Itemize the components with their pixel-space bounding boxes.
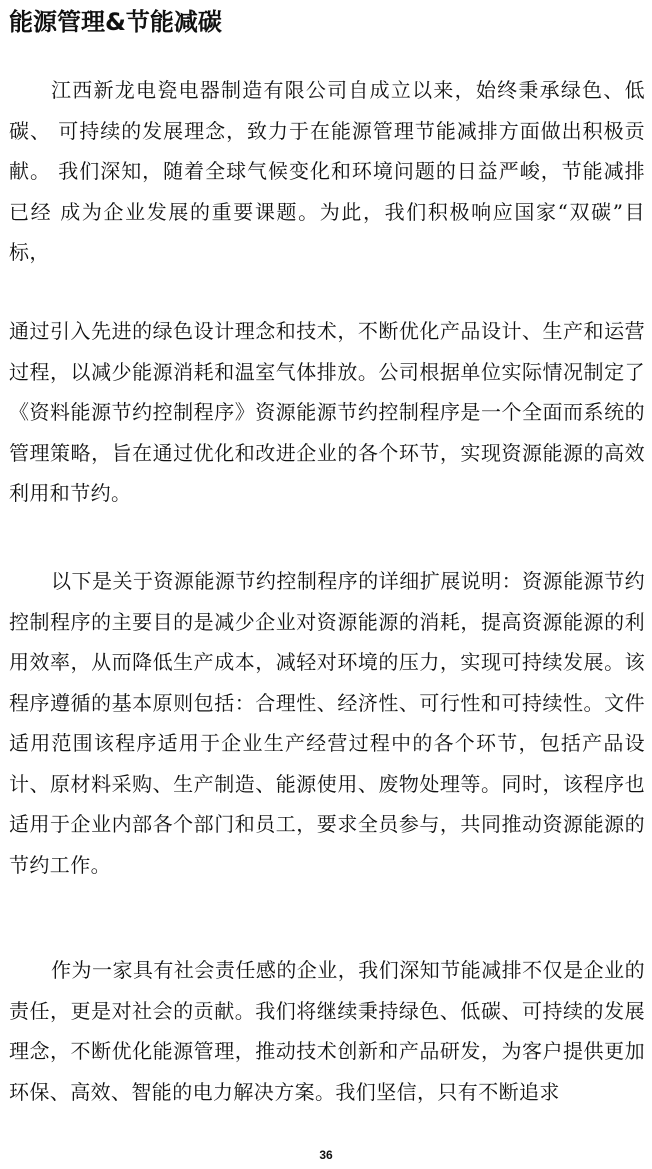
- page-title: 能源管理&节能减碳: [9, 8, 222, 36]
- paragraph-4: 作为一家具有社会责任感的企业，我们深知节能减排不仅是企业的责任，更是对社会的贡献。我们将继续秉持绿色、低碳、可持续的发展理念，不断优化能源管理，推动技术创新和产品研发，为客户提供更加环保、高效、智能的电力解决方案。我们坚信，只有不断追求: [9, 958, 645, 1104]
- paragraph-3: 以下是关于资源能源节约控制程序的详细扩展说明：资源能源节约控制程序的主要目的是减少企业对资源能源的消耗，提高资源能源的利用效率，从而降低生产成本，减轻对环境的压力，实现可持续发展。该程序遵循的基本原则包括：合理性、经济性、可行性和可持续性。文件适用范围该程序适用于企业生产经营过程中的各个环节，包括产品设计、原材料采购、生产制造、能源使用、废物处理等。同时，该程序也适用于企业内部各个部门和员工，要求全员参与，共同推动资源能源的节约工作。: [9, 569, 645, 877]
- page-number: 36: [319, 1148, 333, 1162]
- paragraph-1: 江西新龙电瓷电器制造有限公司自成立以来，始终秉承绿色、低碳、 可持续的发展理念，致力于在能源管理节能减排方面做出积极贡献。 我们深知，随着全球气候变化和环境问题的日益严峻，节能减排已经 成为企业发展的重要课题。为此，我们积极响应国家“双碳”目标，: [9, 78, 645, 264]
- paragraph-2: 通过引入先进的绿色设计理念和技术，不断优化产品设计、生产和运营过程，以减少能源消耗和温室气体排放。公司根据单位实际情况制定了《资料能源节约控制程序》资源能源节约控制程序是一个全面而系统的管理策略，旨在通过优化和改进企业的各个环节，实现资源能源的高效利用和节约。: [9, 319, 645, 505]
